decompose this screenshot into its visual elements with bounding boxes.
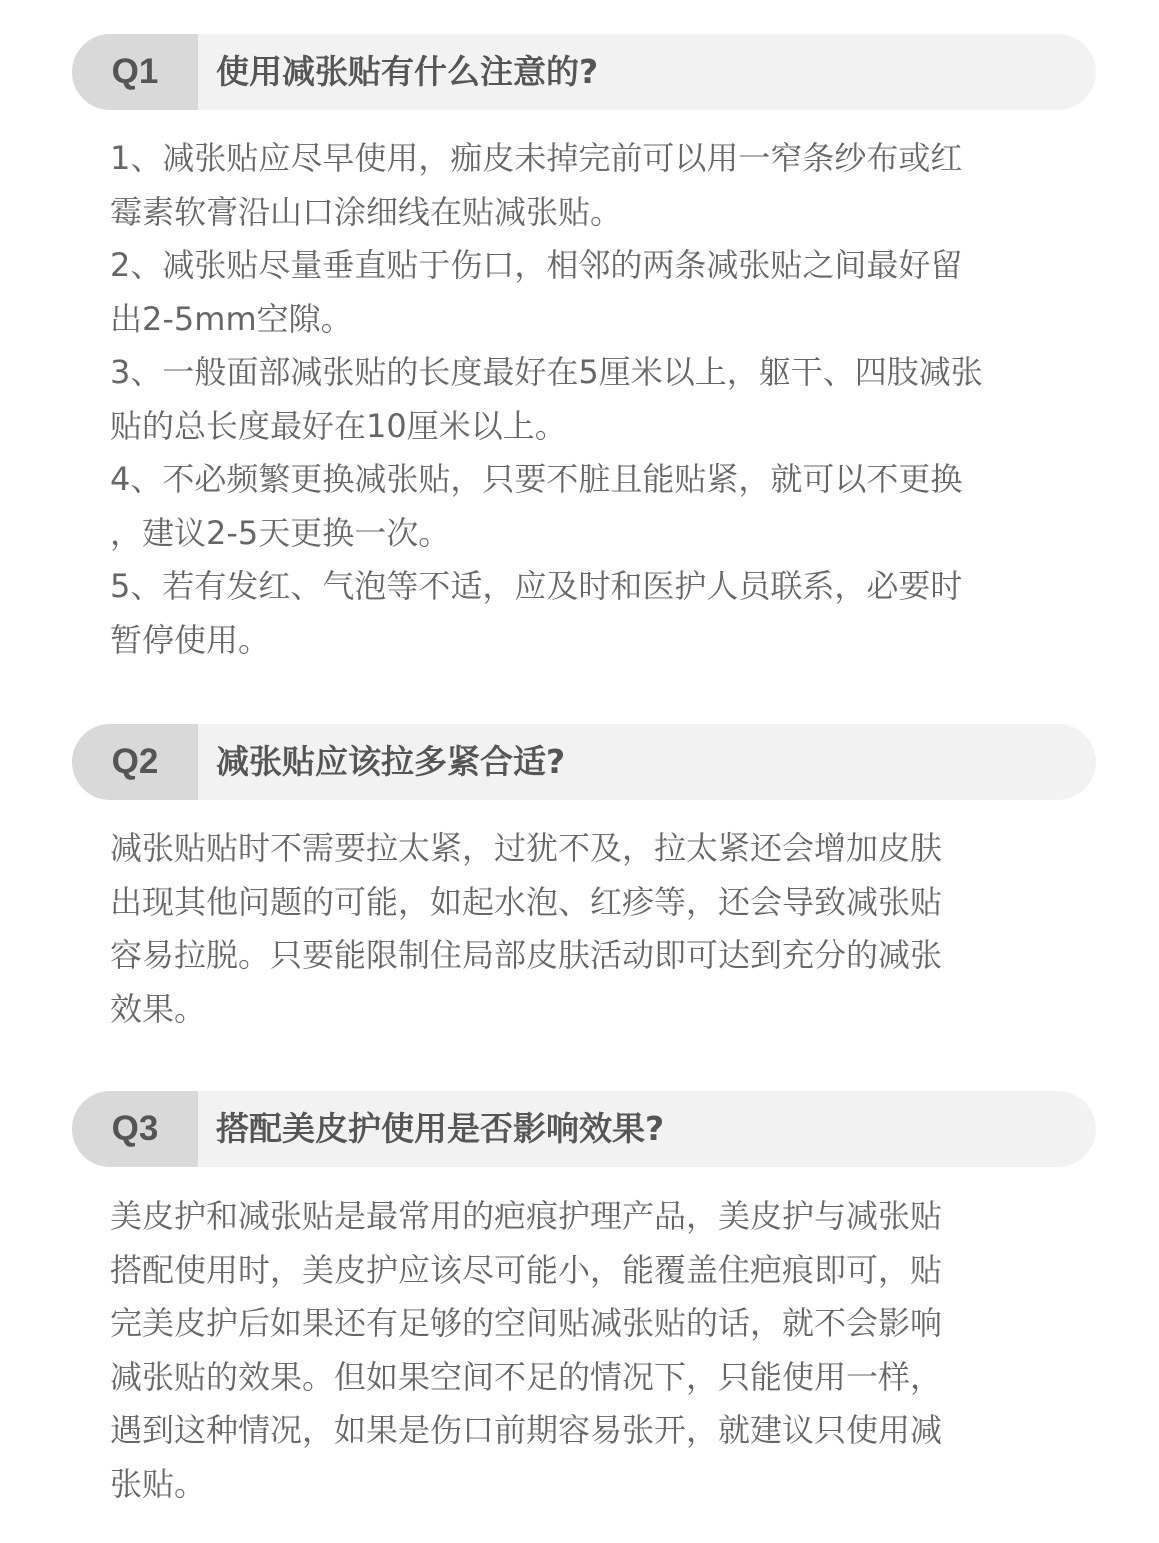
answer-line: 3、一般面部减张贴的长度最好在5厘米以上，躯干、四肢减张: [110, 353, 983, 391]
question-tag: Q3: [72, 1091, 198, 1167]
answer-line: 遇到这种情况，如果是伤口前期容易张开，就建议只使用减: [110, 1411, 943, 1449]
question-title: 使用减张贴有什么注意的?: [216, 52, 599, 91]
question-header: [72, 1091, 1096, 1167]
answer-line: ，建议2-5天更换一次。: [110, 513, 451, 552]
answer-line: 出现其他问题的可能，如起水泡、红疹等，还会导致减张贴: [110, 882, 943, 921]
answer-line: 张贴。: [110, 1464, 207, 1503]
answer-line: 美皮护和减张贴是最常用的疤痕护理产品，美皮护与减张贴: [110, 1197, 943, 1235]
answer-line: 减张贴贴时不需要拉太紧，过犹不及，拉太紧还会增加皮肤: [110, 829, 943, 867]
answer-line: 霉素软膏沿山口涂细线在贴减张贴。: [110, 192, 623, 231]
question-header: [72, 724, 1096, 800]
answer-line: 2、减张贴尽量垂直贴于伤口，相邻的两条减张贴之间最好留: [110, 246, 963, 284]
question-title: 减张贴应该拉多紧合适?: [216, 742, 566, 781]
answer-line: 效果。: [110, 989, 207, 1028]
answer-text: [110, 822, 1090, 1036]
answer-text: [110, 1190, 1090, 1511]
question-title: 搭配美皮护使用是否影响效果?: [216, 1109, 665, 1148]
answer-line: 完美皮护后如果还有足够的空间贴减张贴的话，就不会影响: [110, 1304, 943, 1342]
question-tag: Q2: [72, 724, 198, 800]
answer-line: 贴的总长度最好在10厘米以上。: [110, 406, 567, 445]
answer-line: 出2-5mm空隙。: [110, 299, 353, 338]
answer-line: 5、若有发红、气泡等不适，应及时和医护人员联系，必要时: [110, 567, 963, 605]
answer-line: 4、不必频繁更换减张贴，只要不脏且能贴紧，就可以不更换: [110, 460, 963, 498]
question-tag: Q1: [72, 34, 198, 110]
answer-line: 暂停使用。: [110, 620, 271, 659]
answer-line: 减张贴的效果。但如果空间不足的情况下，只能使用一样，: [110, 1357, 943, 1396]
answer-line: 容易拉脱。只要能限制住局部皮肤活动即可达到充分的减张: [110, 936, 943, 974]
answer-text: [110, 132, 1090, 667]
answer-line: 1、减张贴应尽早使用，痂皮未掉完前可以用一窄条纱布或红: [110, 139, 963, 177]
question-header: [72, 34, 1096, 110]
answer-line: 搭配使用时，美皮护应该尽可能小，能覆盖住疤痕即可，贴: [110, 1250, 943, 1289]
